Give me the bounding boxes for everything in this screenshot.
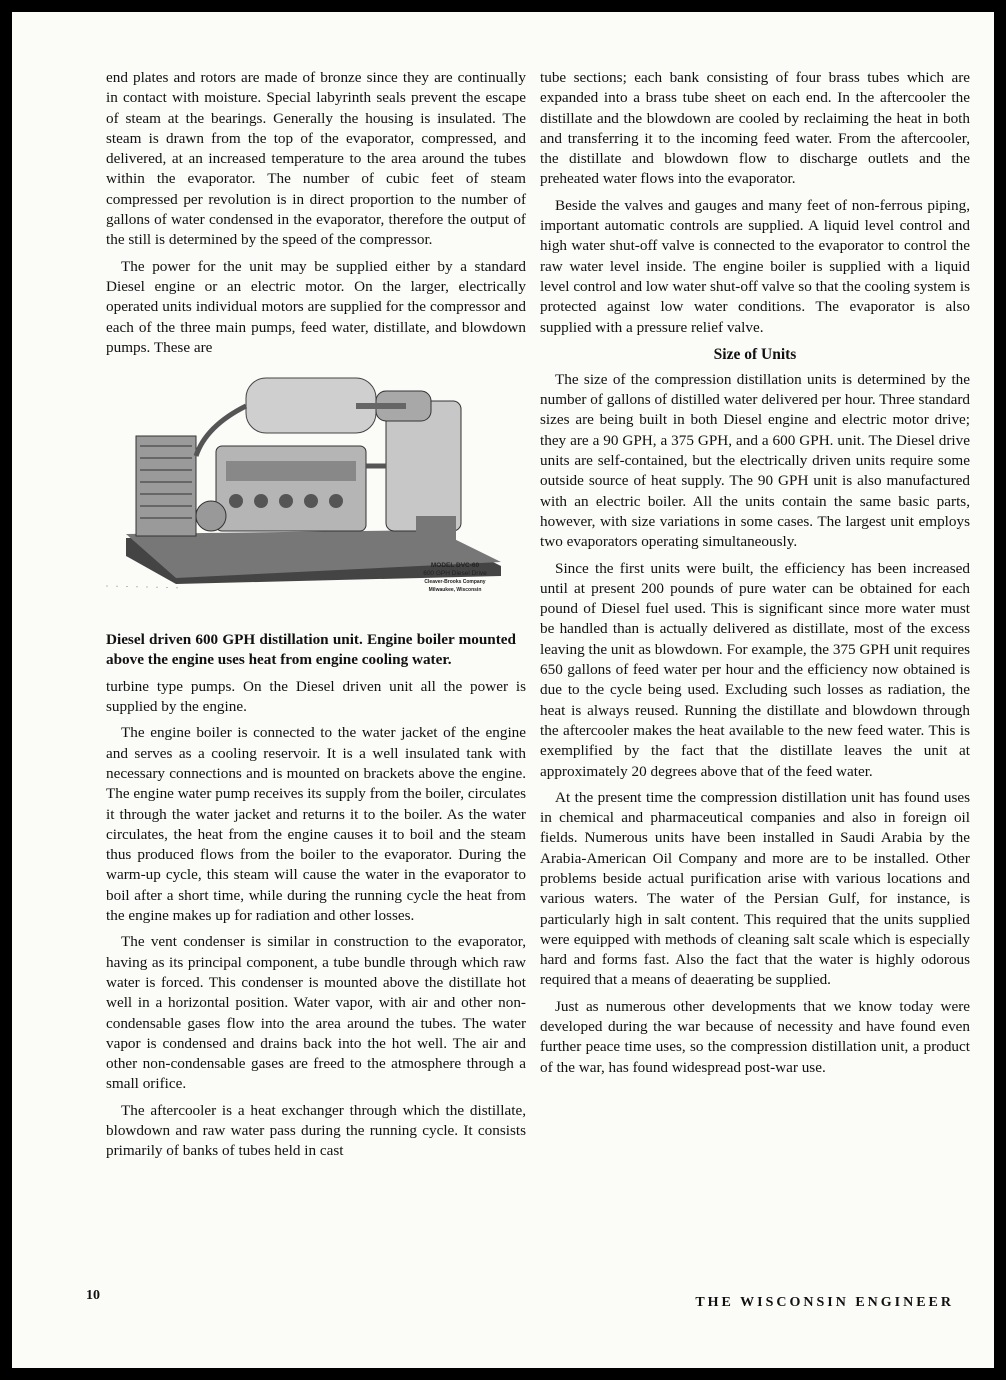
paragraph: tube sections; each bank consisting of four brass tubes which are expanded into a brass tube sheet on each end. In the aftercooler the distillate and the blowdown are cooled by reclaiming the heat in both and transferring it to the incoming feed water. From the aftercooler, the distillate and blowdown flow to discharge outlets and the preheated water flows into the evaporator.	[540, 69, 970, 188]
model-description: 600 GPH Diesel Drive	[423, 570, 487, 578]
paragraph: The engine boiler is connected to the water jacket of the engine and serves as a cooling reservoir. It is a well insulated tank with necessary connections and is mounted on brackets above the engine. The engine water pump receives its supply from the boiler, circulates it through the water jacket and returns it to the boiler. As the water circulates, the heat from the engine causes it to boil and the steam thus produced flows from the boiler to the evaporator. During the warm-up cycle, this steam will cause the water in the evaporator to boil after a short time, while during the running cycle the heat from the engine makes up for radiation and other losses.	[106, 724, 526, 925]
manufacturer-city: Milwaukee, Wisconsin	[428, 587, 482, 594]
magazine-page	[12, 12, 994, 1368]
model-number: MODEL DVC-60	[430, 562, 480, 570]
paragraph: turbine type pumps. On the Diesel driven unit all the power is supplied by the engine.	[106, 677, 526, 716]
publication-title: THE WISCONSIN ENGINEER	[695, 1295, 954, 1310]
paragraph: The power for the unit may be supplied either by a standard Diesel engine or an electric motor. On the larger, electrically operated units individual motors are supplied for the compressor and each of the three main pumps, feed water, distillate, and blowdown pumps. These are	[106, 257, 526, 356]
paragraph: Since the first units were built, the efficiency has been increased until at present 200 pounds of pure water can be obtained for each pound of Diesel fuel used. This is significant since more water must be handled than is actually delivered as distillate, most of the excess leaving the unit as blowdown. For example, the 375 GPH unit requires 650 gallons of feed water per hour and the efficiency now obtained is due to the cycle being used. Excluding such losses as radiation, the heat is always reused. Running the distillate and blowdown through the aftercooler makes the heat available to the new feed water. This is exemplified by the fact that the distillate leaves the unit at approximately 20 degrees above that of the feed water.	[540, 559, 970, 780]
figure-caption: Diesel driven 600 GPH distillation unit. Engine boiler mounted above the engine uses heat from engine cooling water.	[106, 631, 516, 669]
page-number: 10	[86, 1288, 100, 1303]
paragraph: end plates and rotors are made of bronze since they are continually in contact with moisture. Special labyrinth seals prevent the escape of steam at the bearings. Generally the housing is insulated. The steam is drawn from the top of the evaporator, compressed, and delivered, at an increased temperature to the area around the tubes within the evaporator. The number of cubic feet of steam compressed per revolution is in direct proportion to the number of gallons of water condensed in the evaporator, therefore the output of the still is determined by the speed of the compressor.	[106, 69, 526, 249]
right-column	[540, 68, 970, 1084]
figure-photo	[106, 366, 526, 628]
model-label	[400, 562, 510, 594]
section-heading: Size of Units	[713, 345, 797, 363]
paragraph: Just as numerous other developments that we know today were developed during the war because of necessity and have found even further peace time uses, so the compression distillation unit, a product of the war, has found widespread post-war use.	[540, 997, 970, 1076]
paragraph: The aftercooler is a heat exchanger through which the distillate, blowdown and raw water pass during the running cycle. It consists primarily of banks of tubes held in cast	[106, 1101, 526, 1160]
paragraph: The size of the compression distillation units is determined by the number of gallons of distilled water delivered per hour. Three standard sizes are being built in both Diesel engine and electric motor drive; they are a 90 GPH, a 375 GPH, and a 600 GPH. unit. The Diesel drive units are self-contained, but the electrically driven units require some outside source of heat supply. The 90 GPH unit is also manufactured with an electric boiler. All the units contain the same basic parts, however, with size variations in some cases. The largest unit employs two evaporators operating simultaneously.	[540, 370, 970, 551]
left-column	[106, 68, 526, 1168]
paragraph: Beside the valves and gauges and many feet of non-ferrous piping, important automatic controls are supplied. A liquid level control and high water shut-off valve is connected to the evaporator to control the raw water level inside. The engine boiler is supplied with a liquid level control and low water shut-off valve so that the cooling system is protected against low water conditions. The evaporator is also supplied with a pressure relief valve.	[540, 196, 970, 336]
paragraph: The vent condenser is similar in construction to the evaporator, having as its principal component, a tube bundle through which raw water is forced. This condenser is mounted above the distillate hot well in a horizontal position. Water vapor, with air and other non-condensable gases flow into the area around the tubes. The water vapor is condensed and drains back into the hot well. The air and other non-condensable gases are freed to the atmosphere through a small orifice.	[106, 933, 526, 1093]
manufacturer-name: Cleaver-Brooks Company	[424, 579, 486, 586]
paragraph: At the present time the compression distillation unit has found uses in chemical and pharmaceutical companies and also in foreign oil fields. Numerous units have been installed in Saudi Arabia by the Arabia-American Oil Company and more are to be installed. Other problems beside actual purification arise with various locations and various waters. The water of the Persian Gulf, for instance, is particularly high in salt content. This required that the units supplied were equipped with methods of cleaning salt scale which is especially hard and forms fast. Also the fact that the water is highly odorous required that a means of deaerating be supplied.	[540, 788, 970, 989]
